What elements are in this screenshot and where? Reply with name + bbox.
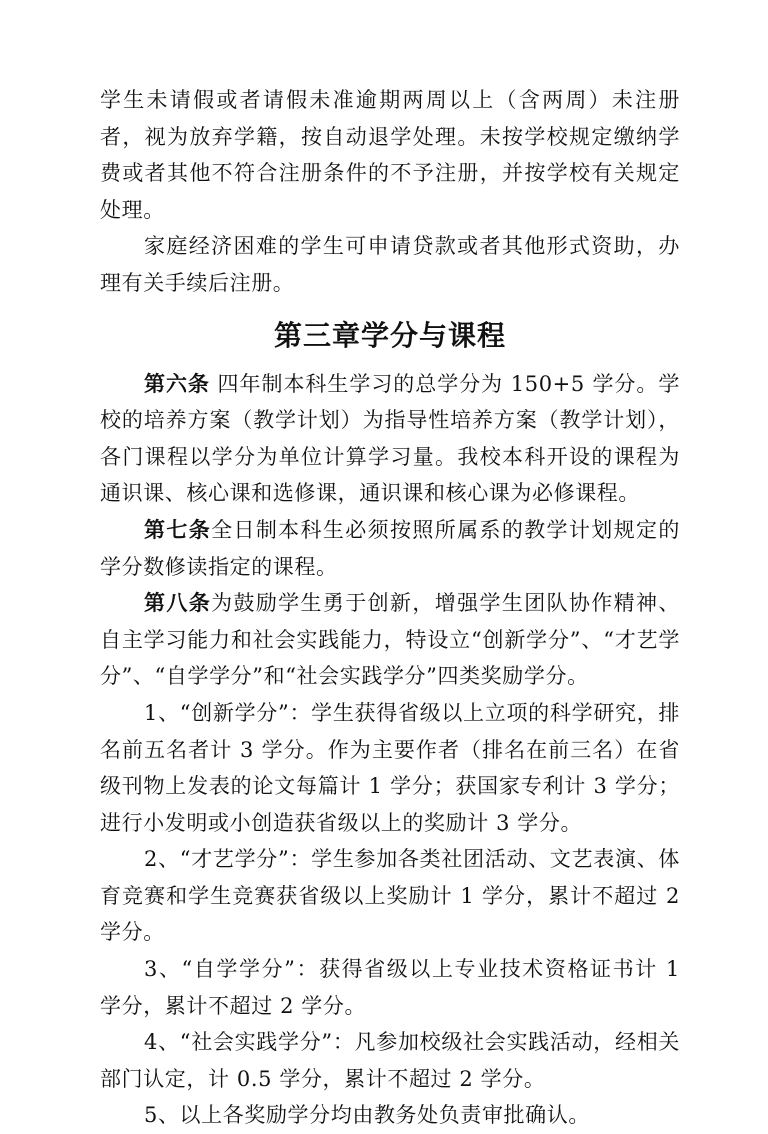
article-7-label: 第七条 (144, 516, 212, 542)
chapter-title: 第三章学分与课程 (273, 318, 506, 352)
article-6 (100, 366, 680, 512)
article-8-label: 第八条 (144, 590, 212, 616)
list-item-approval-note: 5、以上各奖励学分均由教务处负责审批确认。 (144, 1103, 590, 1128)
article-7-text: 全日制本科生必须按照所属系的教学计划规定的学分数修读指定的课程。 (100, 517, 680, 579)
article-6-text: 四年制本科生学习的总学分为 150+5 学分。学校的培养方案（教学计划）为指导性培养方案（教学计划），各门课程以学分为单位计算学习量。我校本科开设的课程为通识课、核心课和选修课，通识课和核心课为必修课程。 (100, 371, 680, 506)
article-6-label: 第六条 (144, 370, 210, 396)
list-item-innovation-credit: 1、“创新学分”：学生获得省级以上立项的科学研究，排名前五名者计 3 学分。作为主要作者（排名在前三名）在省级刊物上发表的论文每篇计 1 学分；获国家专利计 3 学分；进行小发明或小创造获省级以上的奖励计 3 学分。 (100, 700, 680, 835)
list-item-self-study-credit: 3、“自学学分”：获得省级以上专业技术资格证书计 1 学分，累计不超过 2 学分。 (100, 957, 680, 1018)
article-8 (100, 585, 680, 695)
list-item-talent-credit: 2、“才艺学分”：学生参加各类社团活动、文艺表演、体育竞赛和学生竞赛获省级以上奖励计 1 学分，累计不超过 2 学分。 (100, 847, 680, 945)
article-8-text: 为鼓励学生勇于创新，增强学生团队协作精神、自主学习能力和社会实践能力，特设立“创新学分”、“才艺学分”、“自学学分”和“社会实践学分”四类奖励学分。 (100, 591, 680, 689)
paragraph-financial-aid: 家庭经济困难的学生可申请贷款或者其他形式资助，办理有关手续后注册。 (100, 234, 680, 295)
document-page (100, 82, 680, 1134)
paragraph-registration-withdrawal: 学生未请假或者请假未准逾期两周以上（含两周）未注册者，视为放弃学籍，按自动退学处理。未按学校规定缴纳学费或者其他不符合注册条件的不予注册，并按学校有关规定处理。 (100, 88, 680, 222)
article-7 (100, 512, 680, 585)
list-item-social-practice-credit: 4、“社会实践学分”：凡参加校级社会实践活动，经相关部门认定，计 0.5 学分，累计不超过 2 学分。 (100, 1030, 680, 1091)
